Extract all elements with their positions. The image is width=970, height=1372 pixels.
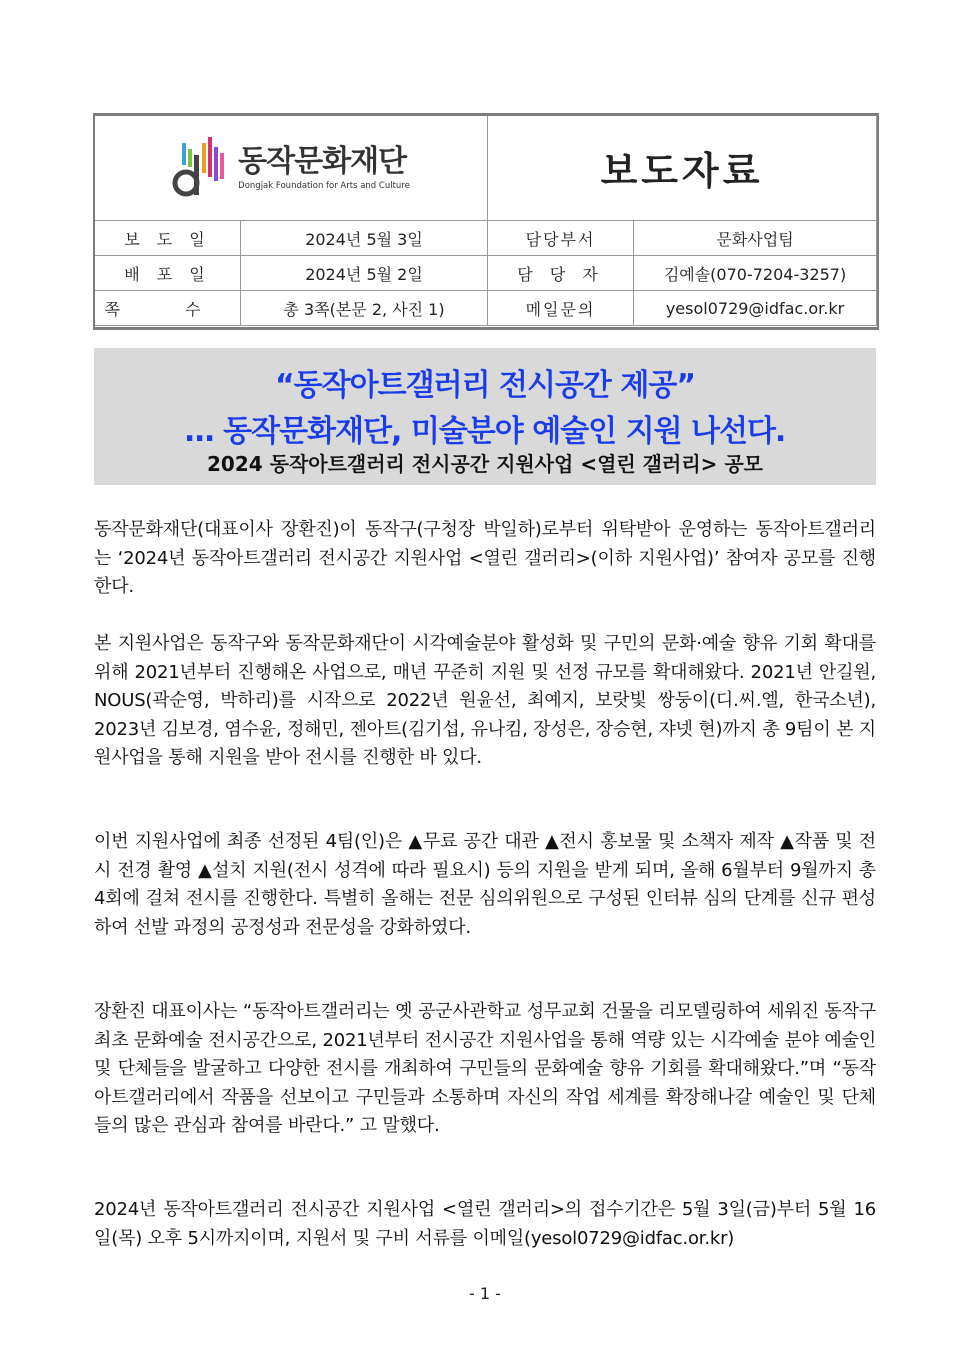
- headline-line-2: … 동작문화재단, 미술분야 예술인 지원 나선다.: [184, 414, 786, 449]
- distribution-date-label: 배 포 일: [95, 256, 241, 291]
- release-date-value: 2024년 5월 3일: [241, 221, 488, 256]
- foundation-logo-icon: [172, 133, 228, 203]
- pages-label: 쪽 수: [95, 291, 241, 326]
- email-inquiry-value: yesol0729@idfac.or.kr: [634, 291, 877, 326]
- department-value: 문화사업팀: [634, 221, 877, 256]
- release-date-label: 보 도 일: [95, 221, 241, 256]
- paragraph-3: 이번 지원사업에 최종 선정된 4팀(인)은 ▲무료 공간 대관 ▲전시 홍보물 및 소책자 제작 ▲작품 및 전시 전경 촬영 ▲설치 지원(전시 성격에 따라 필요시) 등의 지원을 받게 되며, 올해 6월부터 9월까지 총 4회에 걸쳐 전시를 진행한다. 특별히 올해는 전문 심의위원으로 구성된 인터뷰 심의 단계를 신규 편성하여 선발 과정의 공정성과 전문성을 강화하였다.: [94, 831, 876, 938]
- contact-person-label: 담 당 자: [488, 256, 634, 291]
- paragraph-4: 장환진 대표이사는 “동작아트갤러리는 옛 공군사관학교 성무교회 건물을 리모델링하여 세워진 동작구 최초 문화예술 전시공간으로, 2021년부터 전시공간 지원사업을 통해 역량 있는 시각예술 분야 예술인 및 단체들을 발굴하고 다양한 전시를 개최하여 구민들의 문화예술 향유 기회를 확대해왔다.”며 “동작아트갤러리에서 작품을 선보이고 구민들과 소통하며 자신의 작업 세계를 확장해나갈 예술인 및 단체들의 많은 관심과 참여를 바란다.” 고 말했다.: [94, 1001, 876, 1137]
- foundation-english-name: Dongjak Foundation for Arts and Culture: [238, 180, 410, 191]
- foundation-name: 동작문화재단: [238, 143, 407, 179]
- contact-person-value: 김예솔(070-7204-3257): [634, 256, 877, 291]
- info-row-distribution-date: [95, 256, 877, 291]
- paragraph-5: 2024년 동작아트갤러리 전시공간 지원사업 <열린 갤러리>의 접수기간은 5월 3일(금)부터 5월 16일(목) 오후 5시까지이며, 지원서 및 구비 서류를 이메일(yesol0729@idfac.or.kr): [94, 1199, 876, 1249]
- department-label: 담당부서: [488, 221, 634, 256]
- doc-type-title: 보도자료: [600, 149, 764, 193]
- headline-box: [94, 348, 876, 485]
- paragraph-1: 동작문화재단(대표이사 장환진)이 동작구(구청장 박일하)로부터 위탁받아 운영하는 동작아트갤러리는 ‘2024년 동작아트갤러리 전시공간 지원사업 <열린 갤러리>(이하 지원사업)’ 참여자 공모를 진행한다.: [94, 519, 876, 598]
- foundation-logo: [95, 133, 487, 203]
- info-row-release-date: [95, 221, 877, 256]
- email-inquiry-label: 메일문의: [488, 291, 634, 326]
- distribution-date-value: 2024년 5월 2일: [241, 256, 488, 291]
- headline-line-1: “동작아트갤러리 전시공간 제공”: [274, 368, 696, 403]
- page-number: - 1 -: [469, 1284, 501, 1303]
- pages-value: 총 3쪽(본문 2, 사진 1): [241, 291, 488, 326]
- doc-type-cell: [488, 115, 877, 221]
- logo-cell: [95, 115, 488, 221]
- headline-subtitle: 2024 동작아트갤러리 전시공간 지원사업 <열린 갤러리> 공모: [207, 452, 763, 476]
- info-row-pages: [95, 291, 877, 326]
- paragraph-2: 본 지원사업은 동작구와 동작문화재단이 시각예술분야 활성화 및 구민의 문화·예술 향유 기회 확대를 위해 2021년부터 진행해온 사업으로, 매년 꾸준히 지원 및 선정 규모를 확대해왔다. 2021년 안길원, NOUS(곽순영, 박하리)를 시작으로 2022년 원윤선, 최예지, 보랏빛 쌍둥이(디.씨.엘, 한국소년), 2023년 김보경, 염수윤, 정해민, 젠아트(김기섭, 유나킴, 장성은, 장승현, 쟈넷 현)까지 총 9팀이 본 지원사업을 통해 지원을 받아 전시를 진행한 바 있다.: [94, 633, 876, 769]
- press-info-table: [94, 114, 877, 326]
